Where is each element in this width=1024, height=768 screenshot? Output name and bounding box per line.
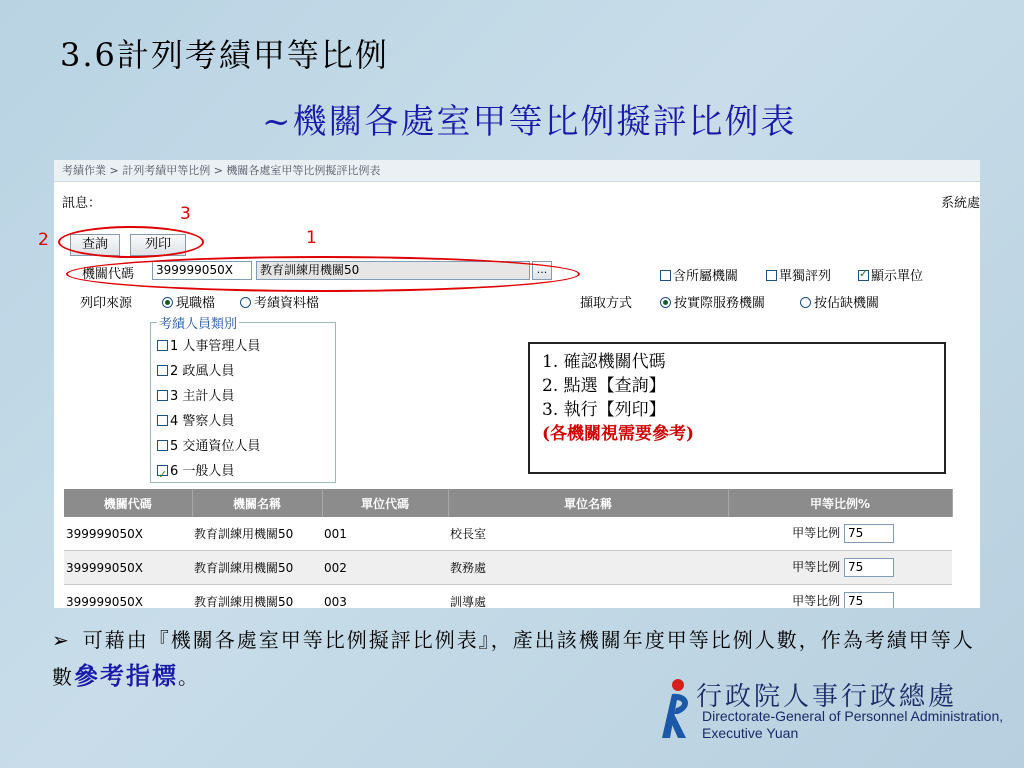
checkbox-icon [660,270,671,281]
radio-selected-icon [162,297,173,308]
agency-logo-zh: 行政院人事行政總處 [696,682,958,712]
slide-subtitle: ~機關各處室甲等比例擬評比例表 [262,102,797,142]
source-current-radio[interactable]: 現職檔 [162,292,215,311]
instruction-callout [528,342,946,474]
ratio-input[interactable]: 75 [844,592,894,608]
category-checkbox[interactable]: 1 人事管理人員 [157,334,329,359]
agency-logo-en [702,708,1003,742]
method-actual-radio[interactable]: 按實際服務機關 [660,292,765,311]
annotation-number-2: 2 [38,230,49,250]
query-button[interactable]: 查詢 [70,234,120,256]
cell-unit-name: 教務處 [448,551,728,585]
category-checkbox[interactable]: 2 政風人員 [157,359,329,384]
source-archive-radio[interactable]: 考績資料檔 [240,292,319,311]
annotation-number-3: 3 [180,204,191,224]
bullet-end: 。 [178,665,200,689]
header-org-name: 機關名稱 [192,489,322,517]
category-checkbox[interactable]: 4 警察人員 [157,409,329,434]
org-code-label: 機關代碼 [82,267,135,282]
method-label: 擷取方式 [580,296,633,311]
agency-logo-en-line2: Executive Yuan [702,725,799,741]
slide-title: 3.6計列考績甲等比例 [60,36,389,74]
checkbox-checked-icon [157,465,168,476]
breadcrumb[interactable]: 考績作業 > 計列考績甲等比例 > 機關各處室甲等比例擬評比例表 [54,160,980,182]
annotation-ring-org-code [66,256,580,292]
cell-ratio [728,551,952,585]
annotation-number-1: 1 [306,228,317,248]
app-screenshot [54,160,980,608]
checkbox-icon [157,440,168,451]
cell-unit-code: 002 [322,551,448,585]
ratio-input[interactable]: 75 [844,558,894,577]
ratio-input[interactable]: 75 [844,524,894,543]
system-label: 系統處 [940,196,980,211]
cell-org-name: 教育訓練用機關50 [192,517,322,551]
header-ratio: 甲等比例% [728,489,952,517]
cell-org-code: 399999050X [64,517,192,551]
ratio-label: 甲等比例 [792,526,841,540]
ratio-label: 甲等比例 [792,560,841,574]
single-eval-checkbox[interactable]: 單獨評列 [766,265,831,284]
org-lookup-button[interactable]: ... [532,261,552,280]
cell-unit-name: 校長室 [448,517,728,551]
table-row [64,585,952,609]
category-checkbox[interactable]: ✓6 一般人員 [157,459,329,484]
agency-logo-icon [656,678,696,740]
cell-org-name: 教育訓練用機關50 [192,585,322,609]
org-name-field: 教育訓練用機關50 [256,261,530,280]
checkbox-icon [157,365,168,376]
method-vacancy-radio[interactable]: 按佔缺機關 [800,292,879,311]
cell-ratio [728,517,952,551]
cell-unit-name: 訓導處 [448,585,728,609]
print-source-label: 列印來源 [80,296,133,311]
staff-category-legend: 考績人員類別 [159,317,238,332]
ratio-table [64,489,953,608]
table-row [64,517,952,551]
cell-org-name: 教育訓練用機關50 [192,551,322,585]
include-sub-checkbox[interactable]: 含所屬機關 [660,265,738,284]
header-unit-code: 單位代碼 [322,489,448,517]
arrow-bullet-icon: ➢ [52,628,69,652]
message-label: 訊息： [62,196,102,211]
staff-category-group [150,313,336,483]
agency-logo-en-line1: Directorate-General of Personnel Administration, [702,708,1004,724]
bullet-highlight: 參考指標 [74,661,178,690]
category-checkbox[interactable]: 5 交通資位人員 [157,434,329,459]
bullet-text: 可藉由『機關各處室甲等比例擬評比例表』，產出該機關年度甲等比例人數，作為考績甲等人數 [52,628,975,689]
header-unit-name: 單位名稱 [448,489,728,517]
callout-step-2: 2. 點選【查詢】 [542,376,666,396]
checkbox-icon [157,415,168,426]
cell-ratio [728,585,952,609]
cell-unit-code: 003 [322,585,448,609]
cell-unit-code: 001 [322,517,448,551]
show-unit-checkbox[interactable]: ✓ 顯示單位 [858,265,923,284]
callout-step-3: 3. 執行【列印】 [542,400,666,420]
ratio-label: 甲等比例 [792,594,841,608]
callout-note: (各機關視需要參考) [542,424,695,444]
header-org-code: 機關代碼 [64,489,192,517]
checkbox-checked-icon [858,270,869,281]
radio-selected-icon [660,297,671,308]
cell-org-code: 399999050X [64,585,192,609]
category-checkbox[interactable]: 3 主計人員 [157,384,329,409]
radio-icon [800,297,811,308]
table-row [64,551,952,585]
annotation-ring-buttons [58,226,204,258]
cell-org-code: 399999050X [64,551,192,585]
checkbox-icon [157,390,168,401]
checkbox-icon [766,270,777,281]
org-code-input[interactable]: 399999050X [152,261,252,280]
radio-icon [240,297,251,308]
callout-step-1: 1. 確認機關代碼 [542,352,666,372]
print-button[interactable]: 列印 [130,234,186,256]
checkbox-icon [157,340,168,351]
table-header-row [64,489,952,517]
